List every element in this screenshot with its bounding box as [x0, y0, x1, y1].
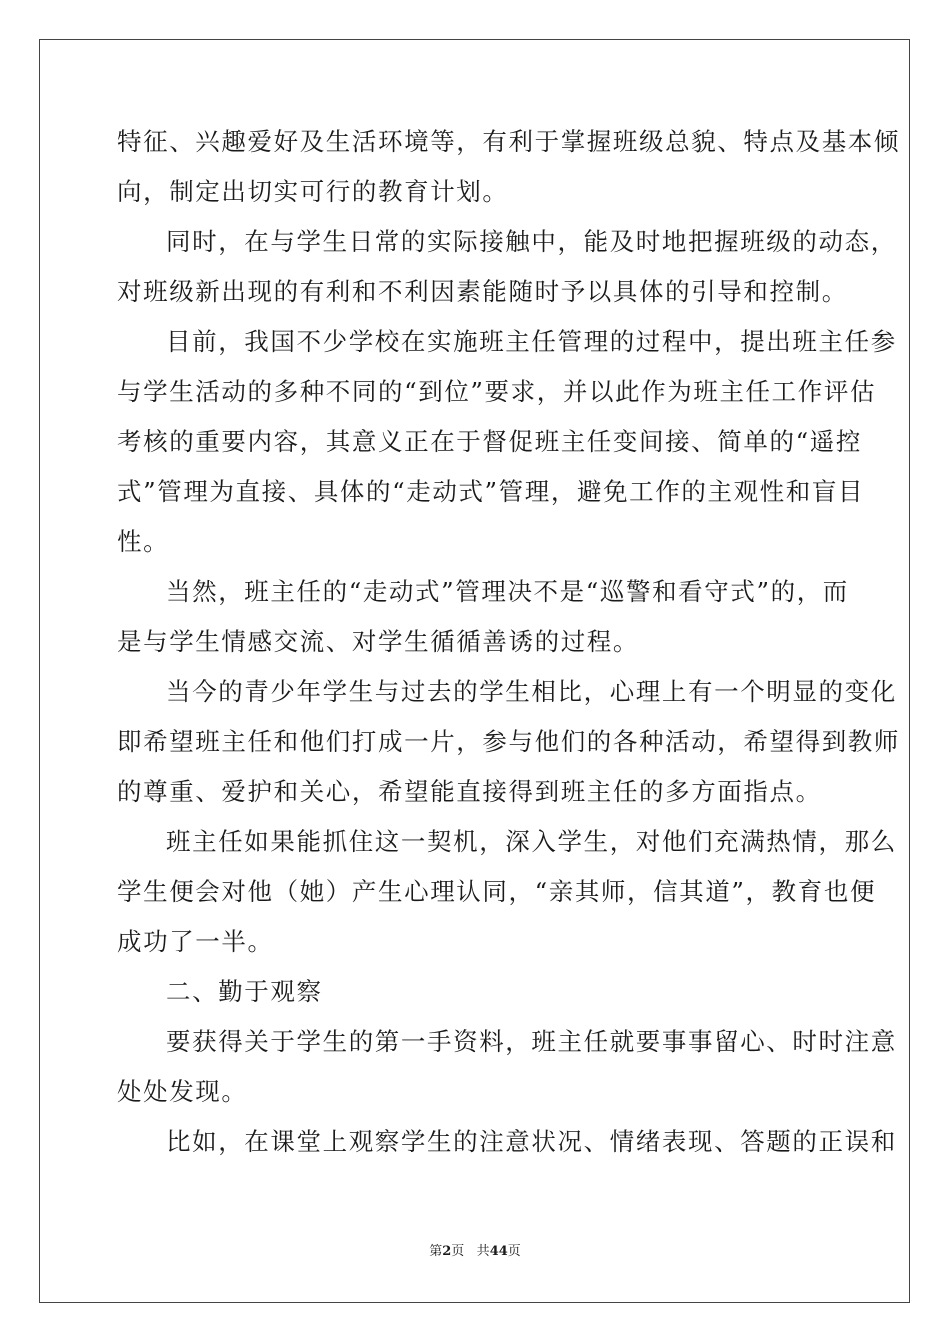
text-line: 当然，班主任的“走动式”管理决不是“巡警和看守式”的，而: [166, 577, 849, 606]
page-number: 2: [442, 1244, 452, 1259]
text-line: 要获得关于学生的第一手资料，班主任就要事事留心、时时注意: [166, 1027, 897, 1056]
text-line: 即希望班主任和他们打成一片，参与他们的各种活动，希望得到教师: [117, 727, 900, 756]
page-footer: [0, 1242, 950, 1262]
text-line: 处处发现。: [117, 1077, 248, 1106]
text-line: 的尊重、爱护和关心，希望能直接得到班主任的多方面指点。: [117, 777, 822, 806]
text-line: 学生便会对他（她）产生心理认同，“亲其师，信其道”，教育也便: [117, 877, 877, 906]
text-line: 向，制定出切实可行的教育计划。: [117, 177, 509, 206]
text-line: 特征、兴趣爱好及生活环境等，有利于掌握班级总貌、特点及基本倾: [117, 127, 900, 156]
text-line: 当今的青少年学生与过去的学生相比，心理上有一个明显的变化: [166, 677, 897, 706]
text-line: 同时，在与学生日常的实际接触中，能及时地把握班级的动态，: [166, 227, 897, 256]
total-suffix: 页: [507, 1244, 521, 1259]
page-suffix: 页: [451, 1244, 465, 1259]
total-pages: 44: [489, 1244, 508, 1259]
section-heading: 二、勤于观察: [166, 977, 323, 1006]
text-line: 性。: [117, 527, 170, 556]
text-line: 比如，在课堂上观察学生的注意状况、情绪表现、答题的正误和: [166, 1127, 897, 1156]
text-line: 与学生活动的多种不同的“到位”要求，并以此作为班主任工作评估: [117, 377, 877, 406]
text-line: 目前，我国不少学校在实施班主任管理的过程中，提出班主任参: [166, 327, 897, 356]
text-line: 式”管理为直接、具体的“走动式”管理，避免工作的主观性和盲目: [117, 477, 865, 506]
total-prefix: 共: [476, 1244, 490, 1259]
page-prefix: 第: [429, 1244, 443, 1259]
text-line: 考核的重要内容，其意义正在于督促班主任变间接、简单的“遥控: [117, 427, 862, 456]
text-line: 班主任如果能抓住这一契机，深入学生，对他们充满热情，那么: [166, 827, 897, 856]
text-line: 是与学生情感交流、对学生循循善诱的过程。: [117, 627, 639, 656]
text-line: 成功了一半。: [117, 927, 274, 956]
text-line: 对班级新出现的有利和不利因素能随时予以具体的引导和控制。: [117, 277, 848, 306]
